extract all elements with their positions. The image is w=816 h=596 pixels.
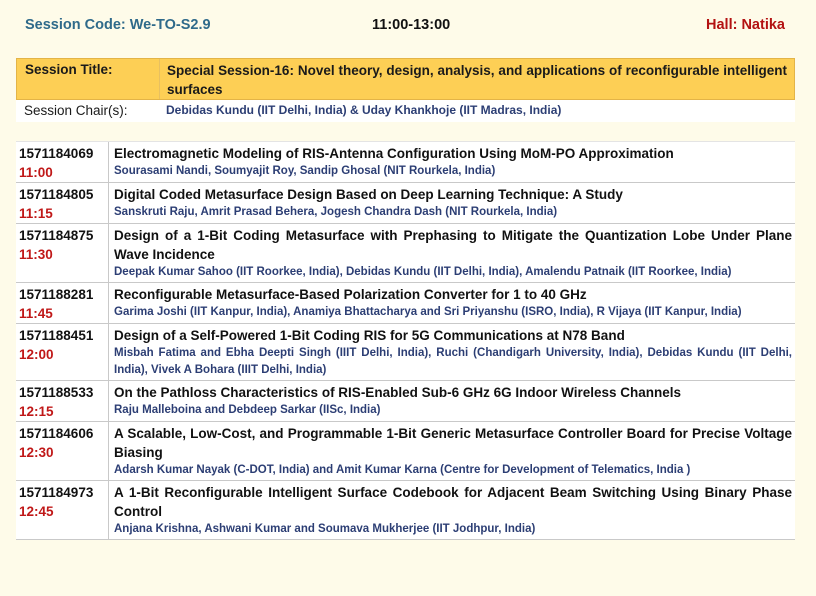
paper-meta <box>16 283 109 323</box>
paper-time: 11:45 <box>19 306 53 321</box>
session-chairs-row <box>16 100 795 122</box>
paper-authors: Sanskruti Raju, Amrit Prasad Behera, Jogesh Chandra Dash (NIT Rourkela, India) <box>114 206 558 218</box>
paper-id: 1571188533 <box>19 385 94 400</box>
paper-title: Digital Coded Metasurface Design Based on Deep Learning Technique: A Study <box>114 187 623 202</box>
paper-time: 12:30 <box>19 445 54 460</box>
session-chairs: Debidas Kundu (IIT Delhi, India) & Uday Khankhoje (IIT Madras, India) <box>166 103 562 117</box>
paper-authors: Adarsh Kumar Nayak (C-DOT, India) and Amit Kumar Karna (Centre for Development of Telematics, India ) <box>114 464 691 476</box>
paper-authors: Raju Malleboina and Debdeep Sarkar (IISc, India) <box>114 404 381 416</box>
paper-info <box>109 283 795 323</box>
paper-row <box>16 283 795 324</box>
paper-info <box>109 381 795 421</box>
paper-meta <box>16 481 109 539</box>
paper-title: On the Pathloss Characteristics of RIS-Enabled Sub-6 GHz 6G Indoor Wireless Channels <box>114 385 681 400</box>
session-hall: Hall: Natika <box>706 17 785 33</box>
paper-meta <box>16 224 109 282</box>
session-title-box <box>16 58 795 100</box>
paper-time: 11:30 <box>19 247 53 262</box>
paper-row <box>16 141 795 183</box>
paper-info <box>109 224 795 282</box>
paper-meta <box>16 422 109 480</box>
paper-info <box>109 422 795 480</box>
paper-title: Design of a 1-Bit Coding Metasurface with Prephasing to Mitigate the Quantization Lobe Under Plane Wave Incidence <box>114 228 792 262</box>
paper-title: A Scalable, Low-Cost, and Programmable 1-Bit Generic Metasurface Controller Board for Precise Voltage Biasing <box>114 426 792 460</box>
paper-time: 11:00 <box>19 165 53 180</box>
paper-row <box>16 183 795 224</box>
paper-info <box>109 481 795 539</box>
paper-time: 12:15 <box>19 404 54 419</box>
paper-title: Electromagnetic Modeling of RIS-Antenna Configuration Using MoM-PO Approximation <box>114 146 674 161</box>
paper-row <box>16 224 795 283</box>
paper-row <box>16 422 795 481</box>
session-code: Session Code: We-TO-S2.9 <box>25 17 211 33</box>
paper-meta <box>16 142 109 182</box>
paper-id: 1571184973 <box>19 485 94 500</box>
paper-authors: Anjana Krishna, Ashwani Kumar and Soumava Mukherjee (IIT Jodhpur, India) <box>114 523 536 535</box>
paper-info <box>109 142 795 182</box>
paper-info <box>109 183 795 223</box>
paper-id: 1571188281 <box>19 287 94 302</box>
session-time: 11:00-13:00 <box>372 17 451 33</box>
paper-row <box>16 481 795 540</box>
paper-row <box>16 324 795 381</box>
paper-authors: Misbah Fatima and Ebha Deepti Singh (IIIT Delhi, India), Ruchi (Chandigarh University, India), Debidas Kundu (IIT Delhi, India), Vivek A Bohara (IIIT Delhi, India) <box>114 347 792 376</box>
paper-authors: Sourasami Nandi, Soumyajit Roy, Sandip Ghosal (NIT Rourkela, India) <box>114 165 496 177</box>
session-title: Special Session-16: Novel theory, design, analysis, and applications of reconfigurable intelligent surfaces <box>167 63 787 97</box>
divider <box>159 59 160 99</box>
paper-title: Reconfigurable Metasurface-Based Polarization Converter for 1 to 40 GHz <box>114 287 587 302</box>
paper-id: 1571184875 <box>19 228 94 243</box>
paper-time: 12:45 <box>19 504 54 519</box>
paper-row <box>16 381 795 422</box>
paper-id: 1571184069 <box>19 146 94 161</box>
session-title-label: Session Title: <box>25 62 113 77</box>
session-header <box>0 17 816 37</box>
paper-authors: Deepak Kumar Sahoo (IIT Roorkee, India), Debidas Kundu (IIT Delhi, India), Amalendu Patnaik (IIT Roorkee, India) <box>114 266 732 278</box>
papers-table <box>16 141 795 540</box>
paper-time: 12:00 <box>19 347 54 362</box>
paper-title: Design of a Self-Powered 1-Bit Coding RIS for 5G Communications at N78 Band <box>114 328 625 343</box>
paper-id: 1571188451 <box>19 328 94 343</box>
paper-info <box>109 324 795 380</box>
paper-meta <box>16 324 109 380</box>
paper-time: 11:15 <box>19 206 53 221</box>
paper-id: 1571184606 <box>19 426 94 441</box>
session-chairs-label: Session Chair(s): <box>24 103 128 118</box>
paper-title: A 1-Bit Reconfigurable Intelligent Surface Codebook for Adjacent Beam Switching Using Binary Phase Control <box>114 485 792 519</box>
paper-meta <box>16 183 109 223</box>
paper-authors: Garima Joshi (IIT Kanpur, India), Anamiya Bhattacharya and Sri Priyanshu (ISRO, India), R Vijaya (IIT Kanpur, India) <box>114 306 742 318</box>
paper-meta <box>16 381 109 421</box>
paper-id: 1571184805 <box>19 187 94 202</box>
